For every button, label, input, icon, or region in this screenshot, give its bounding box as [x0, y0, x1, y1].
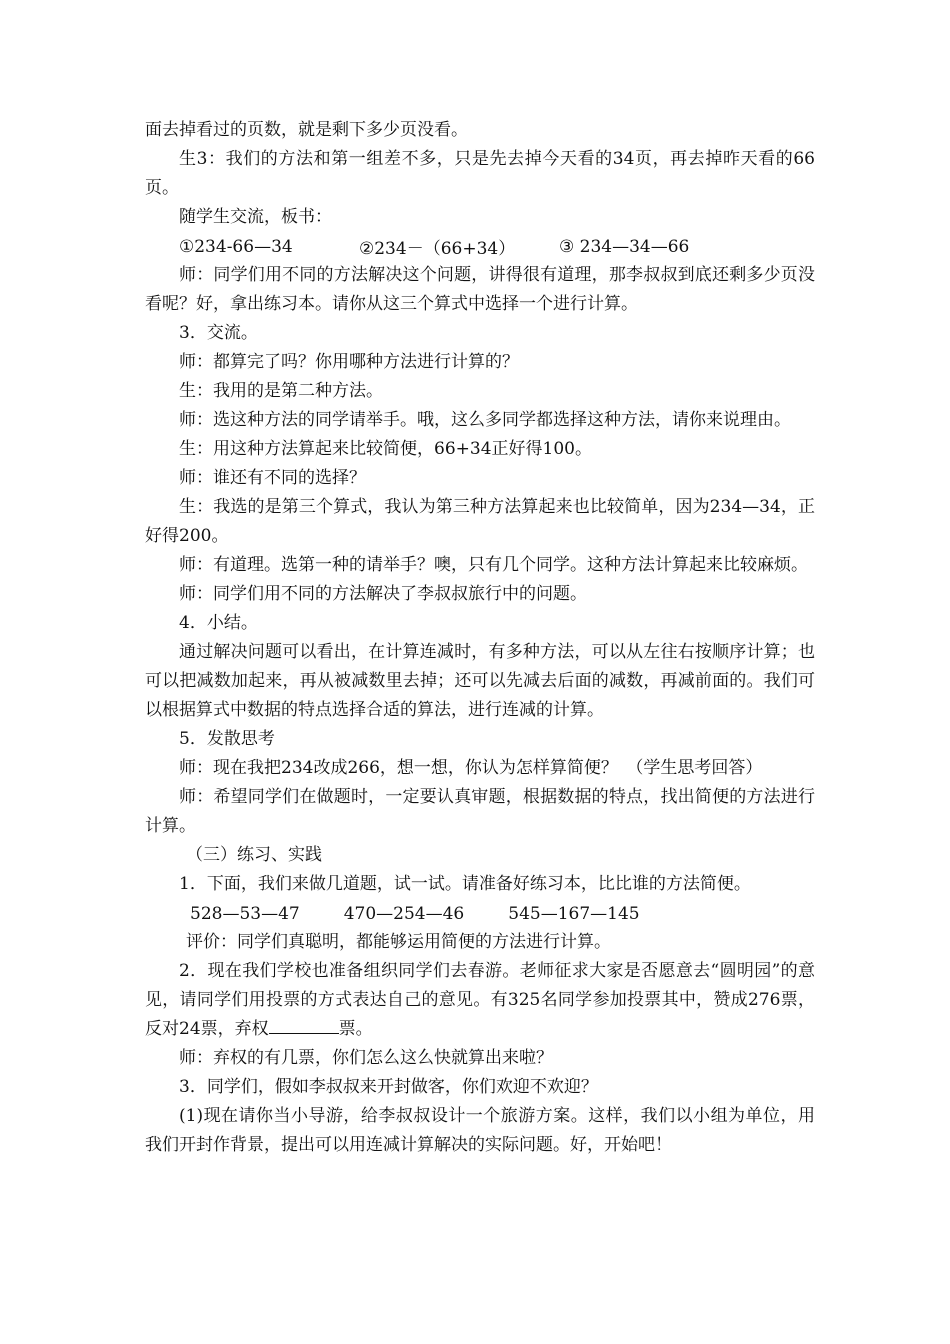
paragraph: 师：同学们用不同的方法解决这个问题，讲得很有道理，那李叔叔到底还剩多少页没看呢？好，拿出练习本。请你从这三个算式中选择一个进行计算。 [145, 265, 815, 314]
paragraph: 评价：同学们真聪明，都能够运用简便的方法进行计算。 [186, 932, 611, 952]
section-heading: 5．发散思考 [179, 729, 275, 749]
paragraph: 师：选这种方法的同学请举手。哦，这么多同学都选择这种方法，请你来说理由。 [179, 410, 791, 430]
paragraph: 生：用这种方法算起来比较简便，66+34正好得100。 [179, 439, 592, 459]
exercise-2: 470—254—46 [343, 903, 465, 924]
paragraph: 生3：我们的方法和第一组差不多，只是先去掉今天看的34页，再去掉昨天看的66页。 [145, 149, 815, 198]
paragraph: 生：我选的是第三个算式，我认为第三种方法算起来也比较简单，因为234—34，正好得200。 [145, 497, 815, 546]
section-heading: （三）练习、实践 [186, 845, 322, 865]
answer-blank [269, 1016, 339, 1034]
paragraph: 师：有道理。选第一种的请举手？噢，只有几个同学。这种方法计算起来比较麻烦。 [179, 555, 808, 575]
paragraph: 师：同学们用不同的方法解决了李叔叔旅行中的问题。 [179, 584, 587, 604]
paragraph: 1．下面，我们来做几道题，试一试。请准备好练习本，比比谁的方法简便。 [179, 874, 751, 894]
formula-3: ③ 234—34—66 [559, 236, 690, 257]
vote-text: 2．现在我们学校也准备组织同学们去春游。老师征求大家是否愿意去“圆明园”的意见，请同学们用投票的方式表达自己的意见。有325名同学参加投票其中，赞成276票，反对24票，弃权 [145, 961, 815, 1039]
paragraph: (1)现在请你当小导游，给李叔叔设计一个旅游方案。这样，我们以小组为单位，用我们开封作背景，提出可以用连减计算解决的实际问题。好，开始吧！ [145, 1106, 815, 1155]
paragraph: 面去掉看过的页数，就是剩下多少页没看。 [145, 120, 468, 140]
paragraph: 随学生交流，板书： [179, 207, 332, 227]
formula-2: ②234－（66+34） [359, 239, 516, 259]
formula-row [145, 232, 815, 261]
paragraph: 师：都算完了吗？你用哪种方法进行计算的？ [179, 352, 519, 372]
paragraph: 师：希望同学们在做题时，一定要认真审题，根据数据的特点，找出简便的方法进行计算。 [145, 787, 815, 836]
vote-text-end: 票。 [338, 1019, 373, 1039]
exercise-3: 545—167—145 [508, 903, 640, 924]
paragraph: 通过解决问题可以看出，在计算连减时，有多种方法，可以从左往右按顺序计算；也可以把减数加起来，再从被减数里去掉；还可以先减去后面的减数，再减前面的。我们可以根据算式中数据的特点选择合适的算法，进行连减的计算。 [145, 642, 815, 720]
formula-1: ①234-66—34 [179, 236, 293, 257]
exercise-1: 528—53—47 [190, 903, 300, 924]
section-heading: 3．交流。 [179, 323, 258, 343]
document-body [145, 116, 815, 1160]
paragraph: 师：弃权的有几票，你们怎么这么快就算出来啦？ [179, 1048, 553, 1068]
section-heading: 4．小结。 [179, 613, 258, 633]
paragraph: 师：谁还有不同的选择？ [179, 468, 366, 488]
paragraph: 3．同学们，假如李叔叔来开封做客，你们欢迎不欢迎？ [179, 1077, 598, 1097]
vote-paragraph [145, 957, 815, 1044]
paragraph: 生：我用的是第二种方法。 [179, 381, 383, 401]
exercise-row [145, 899, 815, 928]
paragraph: 师：现在我把234改成266，想一想，你认为怎样算简便？ （学生思考回答） [179, 758, 763, 778]
